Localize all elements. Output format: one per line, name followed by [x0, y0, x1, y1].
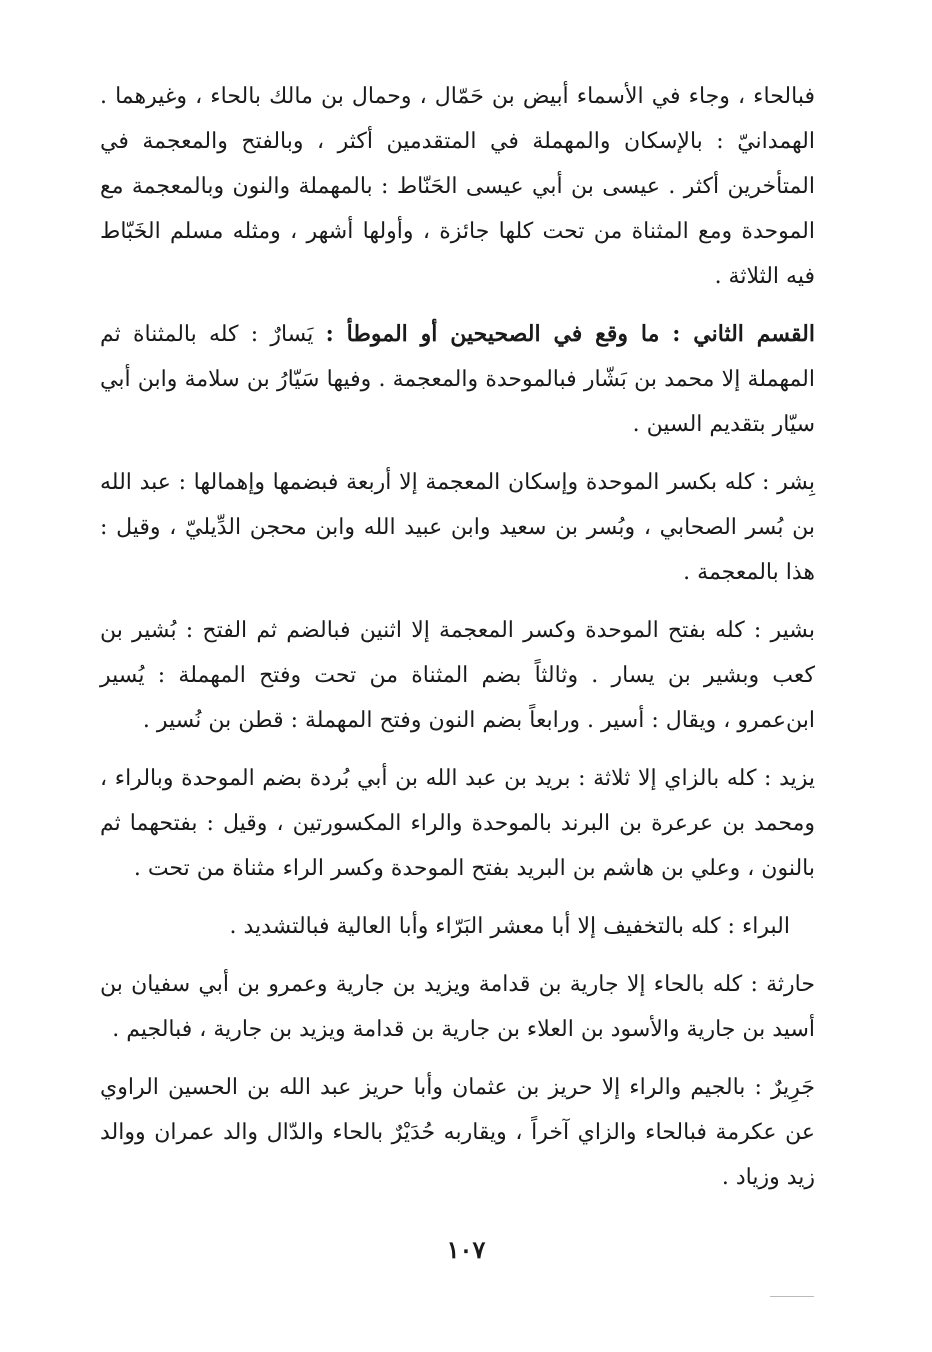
text-line: عمران ووالد زيد وزياد . — [100, 1120, 815, 1190]
text-line: يَسارٌ : كله بالمثناة ثم — [100, 322, 314, 347]
text-line: جارية ، فبالجيم . — [112, 1017, 263, 1042]
text-line: جَرِيرٌ : بالجيم والراء إلا حريز بن عثمان وأبا حريز عبد الله بن الحسين — [168, 1075, 815, 1100]
section-heading: القسم الثاني : ما وقع في الصحيحين أو الموطأ : — [325, 321, 815, 347]
text-line: فبالحاء ، وجاء في الأسماء أبيض بن حَمّال ، وحمال بن مالك بالحاء ، وغيرهما . — [100, 84, 815, 109]
text-line: بفتحهما ثم بالنون ، وعلي بن هاشم بن البريد بفتح الموحدة وكسر الراء مثناة من — [100, 811, 815, 881]
text-line: البراء : كله بالتخفيف إلا أبا معشر البَرّاء وأبا العالية فبالتشديد . — [229, 914, 790, 939]
text-line: بشير : كله بفتح الموحدة وكسر المعجمة إلا اثنين فبالضم ثم الفتح : — [185, 618, 816, 643]
text-line: الهمدانيّ : بالإسكان والمهملة في المتقدمين أكثر ، وبالفتح والمعجمة في المتأخرين — [100, 129, 815, 199]
page-body — [100, 74, 815, 1200]
paragraph-8 — [100, 1065, 815, 1200]
text-line: بِشر : كله بكسر الموحدة وإسكان المعجمة إلا أربعة فبضمها وإهمالها : — [178, 470, 815, 495]
page-number: ١٠٧ — [446, 1235, 486, 1264]
text-line: ابن‌عمرو ، ويقال : أسير . ورابعاً بضم النون وفتح المهملة : قطن بن نُسير . — [142, 708, 815, 733]
paragraph-4 — [100, 608, 815, 743]
paragraph-2 — [100, 312, 815, 447]
text-line: المهملة إلا محمد بن بَشّار فبالموحدة والمعجمة . وفيها سَيّارُ بن سلامة وابن أبي — [100, 367, 816, 392]
text-line: الراوي عن عكرمة فبالحاء والزاي آخراً ، ويقاربه حُدَيْرٌ بالحاء والدّال والد — [100, 1075, 816, 1145]
footer-divider — [770, 1296, 814, 1297]
text-line: تحت . — [133, 856, 190, 881]
text-line: عبد الله بن بُسر الصحابي ، وبُسر بن سعيد وابن عبيد الله وابن محجن — [100, 470, 815, 540]
text-line: حارثة : كله بالحاء إلا جارية بن قدامة ويزيد بن جارية وعمرو بن أبي — [198, 972, 815, 997]
text-line: يزيد : كله بالزاي إلا ثلاثة : بريد بن عبد الله بن أبي بُردة بضم الموحدة — [181, 766, 815, 791]
paragraph-7 — [100, 962, 815, 1052]
paragraph-3 — [100, 460, 815, 595]
text-line: الدِّيليّ ، وقيل : هذا بالمعجمة . — [100, 515, 815, 585]
paragraph-6 — [100, 904, 815, 949]
text-line: المثناة من تحت كلها جائزة ، وأولها أشهر ، ومثله مسلم الخَبّاط فيه الثلاثة . — [100, 219, 815, 289]
paragraph-5 — [100, 756, 815, 891]
text-line: بُشير بن كعب وبشير بن يسار . وثالثاً بضم المثناة من تحت وفتح المهملة : يُسير — [100, 618, 815, 688]
paragraph-1 — [100, 74, 815, 299]
text-line: سفيان بن أسيد بن جارية والأسود بن العلاء بن جارية بن قدامة ويزيد بن — [100, 972, 815, 1042]
text-line: وبالراء ، ومحمد بن عرعرة بن البرند بالموحدة والراء المكسورتين ، وقيل : — [100, 766, 815, 836]
text-line: سيّار بتقديم السين . — [632, 412, 815, 437]
text-line: أكثر . عيسى بن أبي عيسى الحَنّاط : بالمهملة والنون وبالمعجمة مع الموحدة ومع — [100, 174, 815, 244]
